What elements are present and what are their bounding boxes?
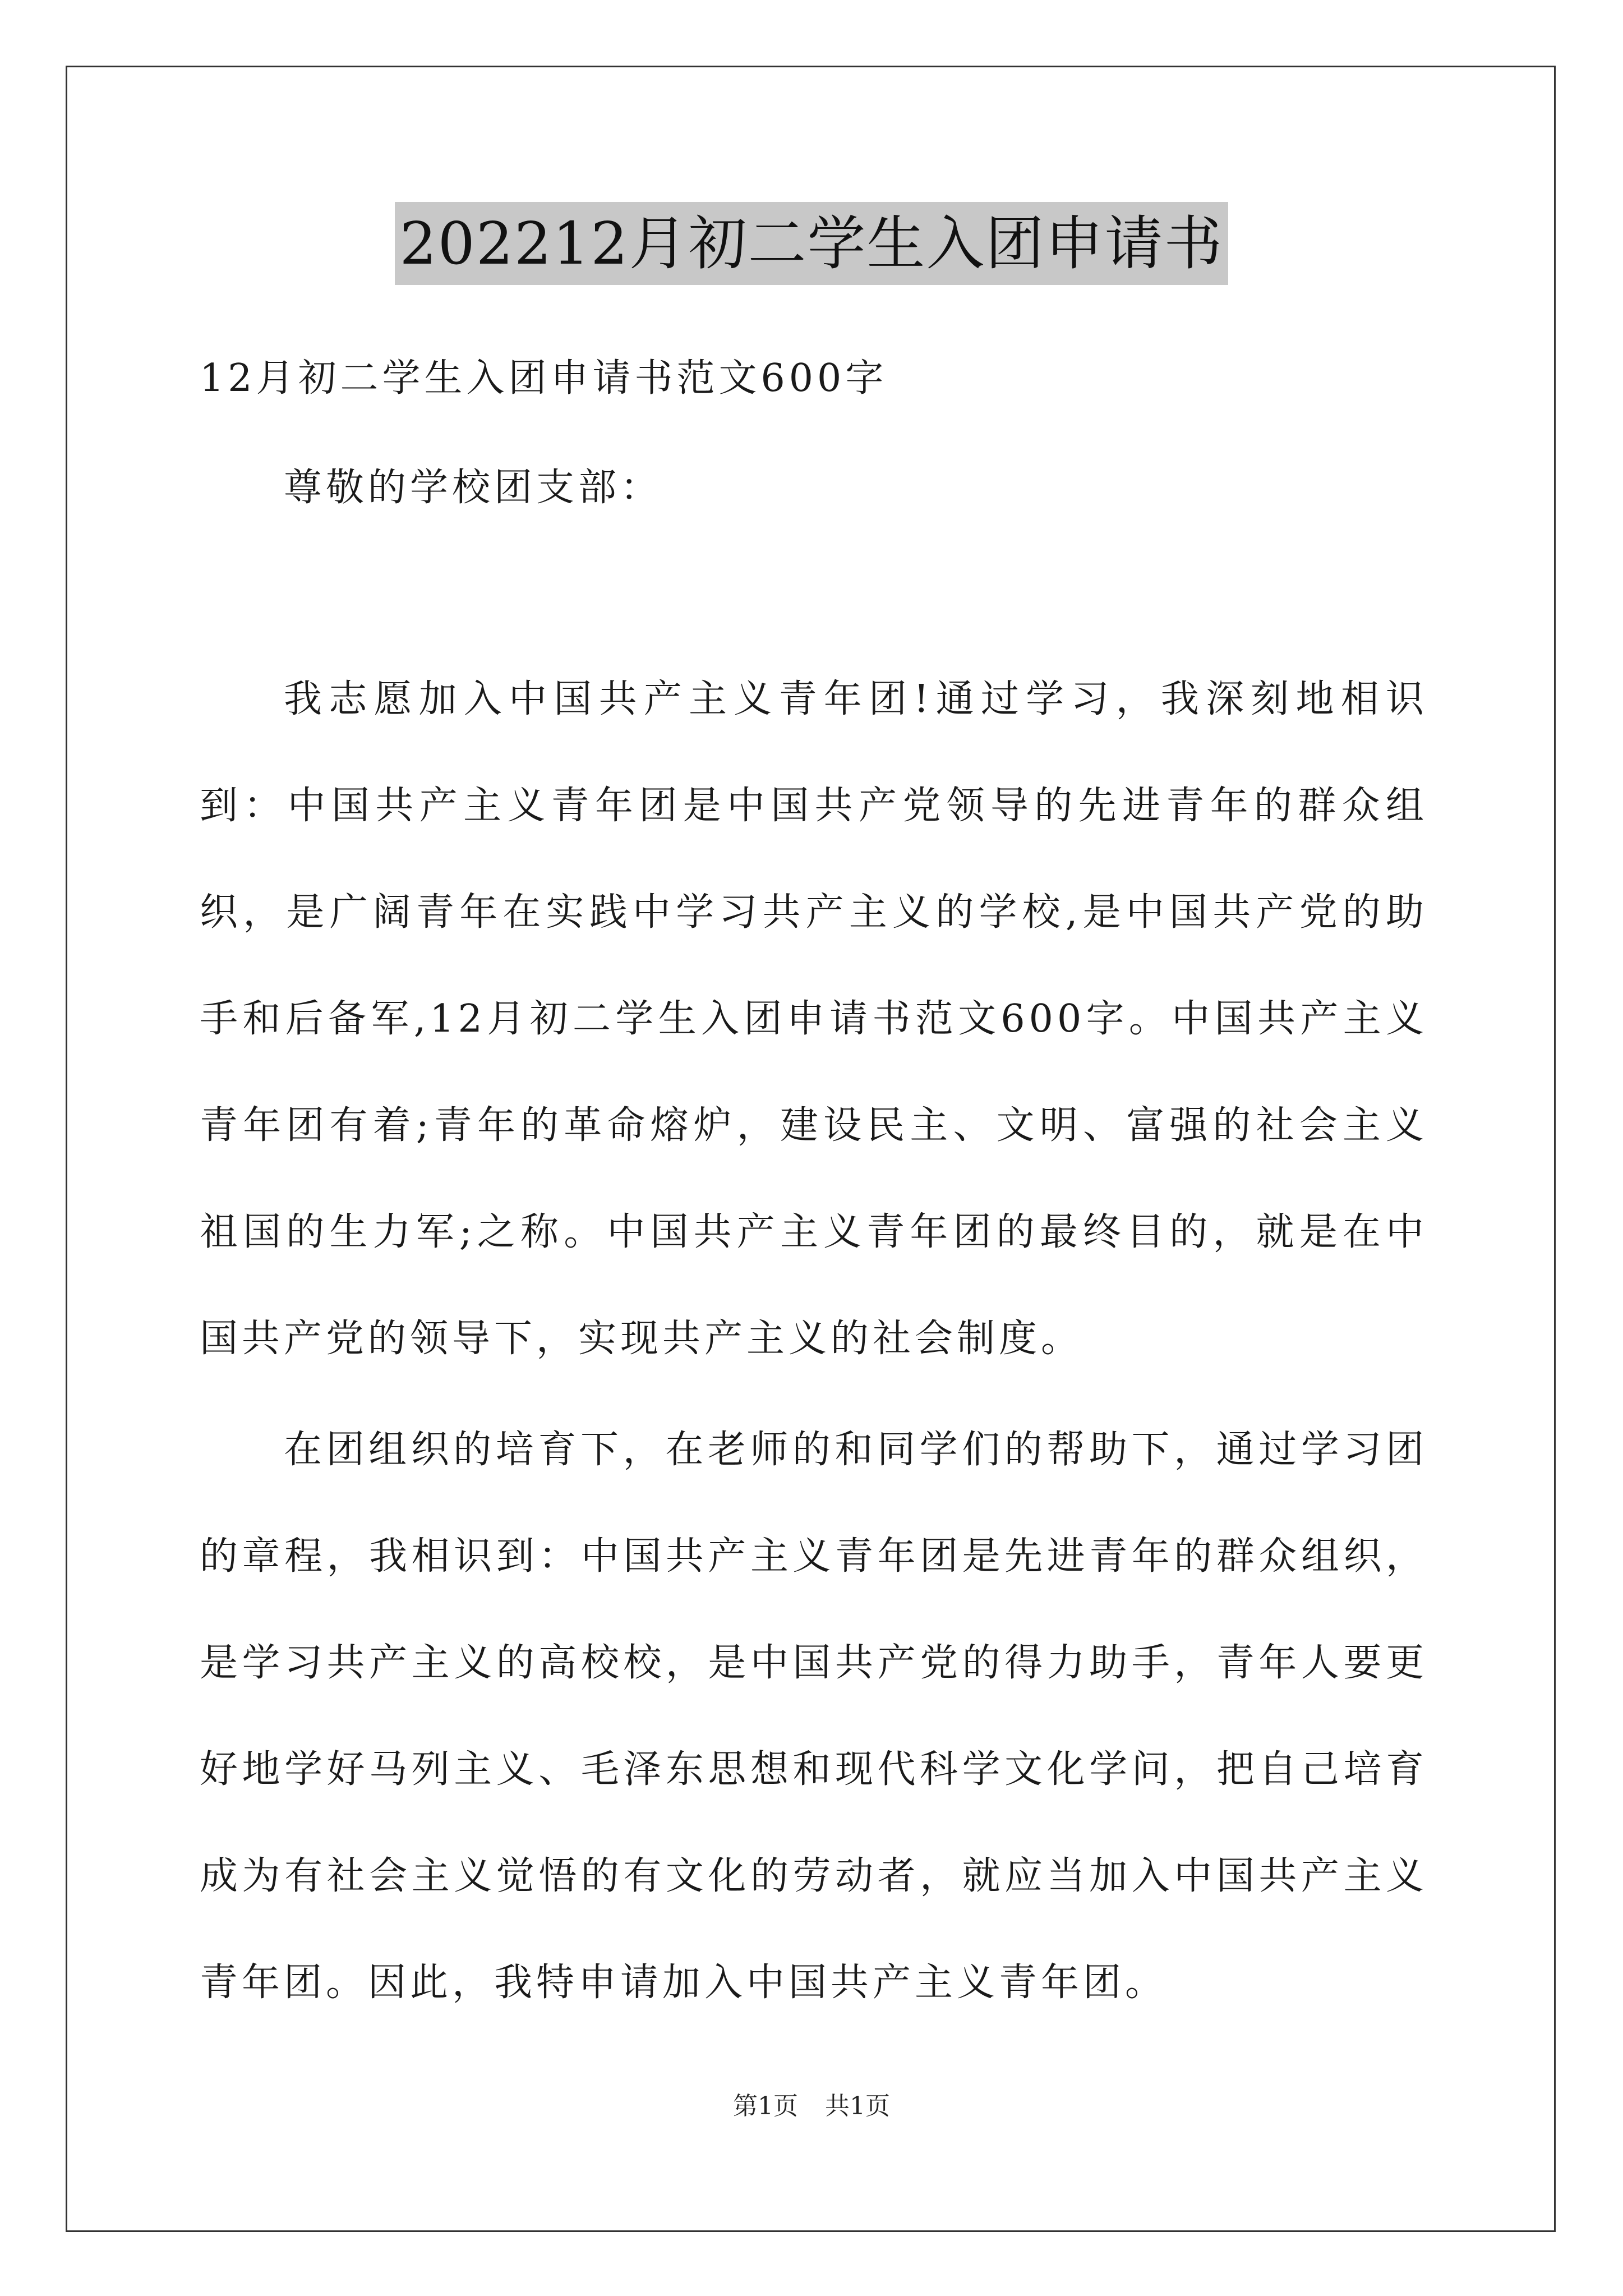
page-count: 共1页 <box>825 2092 890 2120</box>
paragraph-2: 在团组织的培育下，在老师的和同学们的帮助下，通过学习团的章程，我相识到：中国共产主义青年团是先进青年的群众组织，是学习共产主义的高校校，是中国共产党的得力助手，青年人要更好地学好马列主义、毛泽东思想和现代科学文化学问，把自己培育成为有社会主义觉悟的有文化的劳动者，就应当加入中国共产主义青年团。因此，我特申请加入中国共产主义青年团。 <box>200 1428 1428 2005</box>
document-subtitle: 12月初二学生入团申请书范文600字 <box>200 356 888 401</box>
paragraph-1: 我志愿加入中国共产主义青年团!通过学习，我深刻地相识到：中国共产主义青年团是中国共产党领导的先进青年的群众组织，是广阔青年在实践中学习共产主义的学校,是中国共产党的助手和后备军,12月初二学生入团申请书范文600字。中国共产主义青年团有着;青年的革命熔炉，建设民主、文明、富强的社会主义祖国的生力军;之称。中国共产主义青年团的最终目的，就是在中国共产党的领导下，实现共产主义的社会制度。 <box>200 677 1428 1361</box>
salutation: 尊敬的学校团支部： <box>284 466 663 510</box>
document-title: 202212月初二学生入团申请书 <box>395 202 1228 285</box>
title-container <box>0 202 1623 285</box>
page-number: 第1页 <box>733 2092 798 2120</box>
page-footer <box>0 2086 1623 2122</box>
